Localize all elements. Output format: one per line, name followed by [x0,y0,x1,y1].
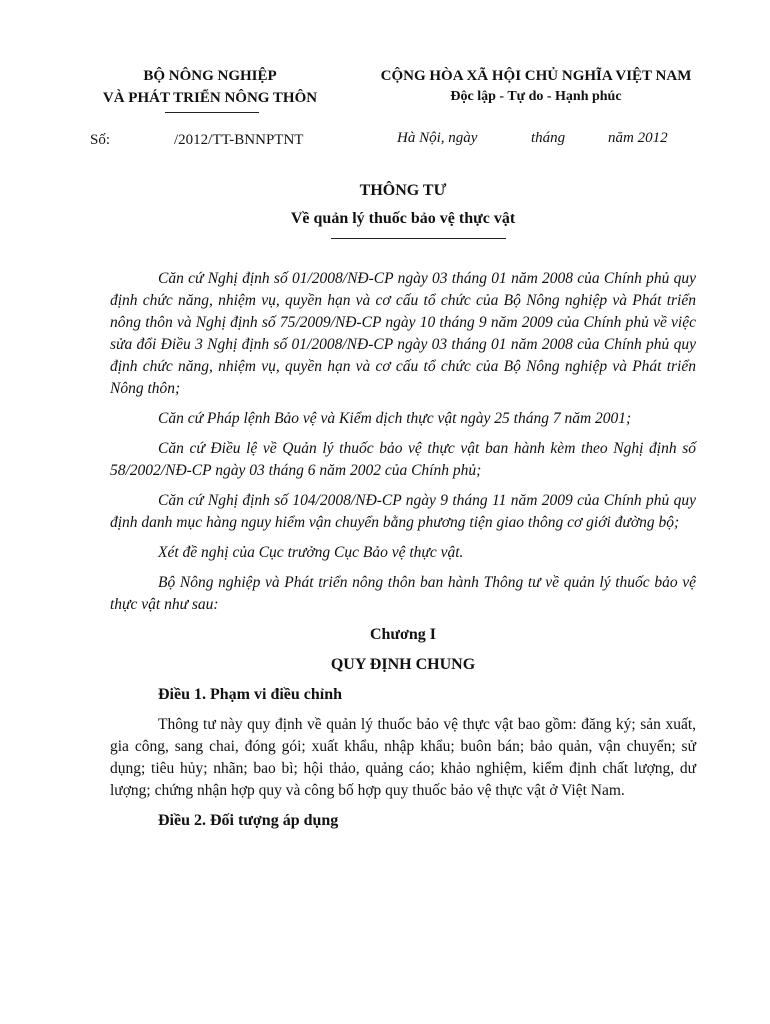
preamble-paragraph: Căn cứ Nghị định số 01/2008/NĐ-CP ngày 03 tháng 01 năm 2008 của Chính phủ quy định chức năng, nhiệm vụ, quyền hạn và cơ cấu tổ chức của Bộ Nông nghiệp và Phát triển nông thôn và Nghị định số 75/2009/NĐ-CP ngày 10 tháng 9 năm 2009 của Chính phủ về việc sửa đổi Điều 3 Nghị định số 01/2008/NĐ-CP ngày 03 tháng 01 năm 2008 của Chính phủ quy định chức năng, nhiệm vụ, quyền hạn và cơ cấu tổ chức của Bộ Nông nghiệp và Phát triển Nông thôn; [110,270,696,397]
preamble-paragraph: Xét đề nghị của Cục trưởng Cục Bảo vệ thực vật. [158,544,464,561]
chapter-label: Chương I [369,626,437,643]
date-year: năm 2012 [608,130,668,146]
ministry-name-line1: BỘ NÔNG NGHIỆP [143,68,277,84]
preamble-paragraph: Căn cứ Điều lệ về Quản lý thuốc bảo vệ thực vật ban hành kèm theo Nghị định số 58/2002/NĐ-CP ngày 03 tháng 6 năm 2002 của Chính phủ; [110,440,696,479]
ministry-name-line2: VÀ PHÁT TRIỂN NÔNG THÔN [102,90,318,106]
chapter-name: QUY ĐỊNH CHUNG [330,656,476,673]
article-text: Thông tư này quy định về quản lý thuốc bảo vệ thực vật bao gồm: đăng ký; sản xuất, gia công, sang chai, đóng gói; xuất khẩu, nhập khẩu; buôn bán; bảo quản, vận chuyển; sử dụng; tiêu hủy; nhãn; bao bì; hội thảo, quảng cáo; khảo nghiệm, kiểm định chất lượng, dư lượng; chứng nhận hợp quy và công bố hợp quy thuốc bảo vệ thực vật ở Việt Nam. [110,716,696,799]
document-body [110,268,696,840]
article-heading: Điều 1. Phạm vi điều chỉnh [158,686,343,703]
country-name: CỘNG HÒA XÃ HỘI CHỦ NGHĨA VIỆT NAM [380,68,692,84]
preamble-paragraph: Bộ Nông nghiệp và Phát triển nông thôn ban hành Thông tư về quản lý thuốc bảo vệ thực vật như sau: [110,574,696,613]
date-month: tháng [531,130,566,146]
national-motto: Độc lập - Tự do - Hạnh phúc [450,89,622,104]
document-type-title: THÔNG TƯ [359,182,447,199]
article-heading: Điều 2. Đối tượng áp dụng [158,812,339,829]
document-subject: Về quản lý thuốc bảo vệ thực vật [290,210,516,227]
place-date: Hà Nội, ngày [397,130,478,146]
ministry-underline [165,112,259,113]
preamble-paragraph: Căn cứ Pháp lệnh Bảo vệ và Kiểm dịch thực vật ngày 25 tháng 7 năm 2001; [158,410,632,427]
preamble-paragraph: Căn cứ Nghị định số 104/2008/NĐ-CP ngày 9 tháng 11 năm 2009 của Chính phủ quy định danh mục hàng nguy hiểm vận chuyển bằng phương tiện giao thông cơ giới đường bộ; [110,492,696,531]
document-number-value: /2012/TT-BNNPTNT [174,132,304,148]
subject-underline [331,238,506,239]
document-number-label: Số: [90,132,111,148]
